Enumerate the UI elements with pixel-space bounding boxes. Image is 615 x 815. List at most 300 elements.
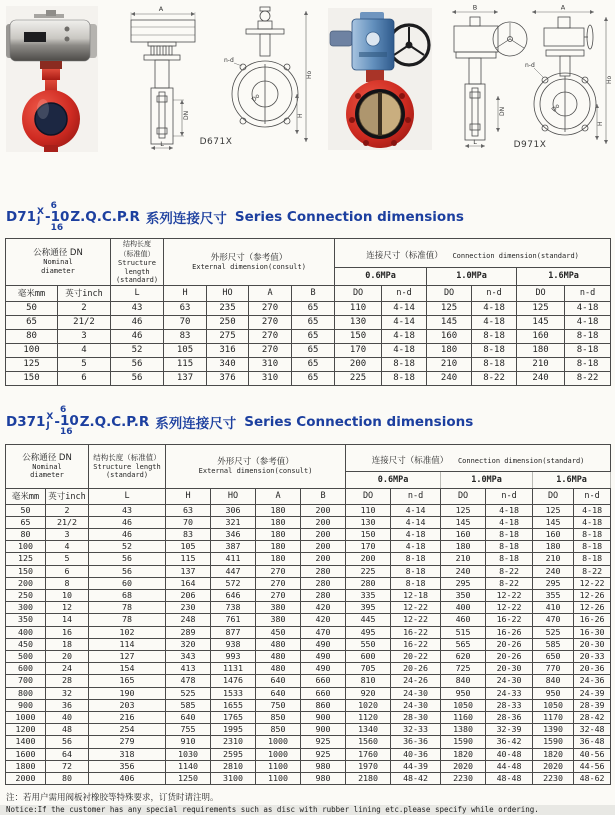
connection-dimension-zh: 连接尺寸（标准值） [366, 251, 443, 262]
table-cell: 2595 [211, 748, 256, 760]
table-cell: 65 [292, 371, 335, 385]
table-cell: 1250 [166, 772, 211, 784]
table-cell: 125 [517, 301, 565, 315]
table-row [6, 724, 611, 736]
external-dimension-en: External dimension(consult) [192, 262, 306, 271]
table-cell: 4-18 [391, 541, 441, 553]
table-cell: 127 [89, 650, 166, 662]
table-cell: 900 [6, 699, 46, 711]
table-cell: 4-18 [574, 504, 611, 516]
unit-do: DO [533, 488, 574, 504]
table-cell: 240 [427, 371, 472, 385]
table-cell: 248 [166, 614, 211, 626]
table-cell: 21/2 [58, 315, 111, 329]
table-cell: 8-18 [382, 371, 427, 385]
table-cell: 1100 [256, 772, 301, 784]
table-cell: 1476 [211, 675, 256, 687]
table-cell: 525 [166, 687, 211, 699]
nominal-diameter-zh: 公称通径 DN [22, 452, 72, 463]
table-cell: 1030 [166, 748, 211, 760]
table-cell: 350 [6, 614, 46, 626]
table-cell: 105 [164, 343, 207, 357]
table-cell: 300 [6, 602, 46, 614]
table-cell: 203 [89, 699, 166, 711]
table-cell: 550 [346, 638, 391, 650]
table-cell: 250 [6, 589, 46, 601]
table-cell: 24-36 [574, 675, 611, 687]
unit-nd: n-d [472, 285, 517, 301]
table-cell: 56 [89, 553, 166, 565]
table-cell: 210 [517, 357, 565, 371]
table-cell: 4-18 [486, 504, 533, 516]
table-cell: 110 [346, 504, 391, 516]
table-cell: 200 [335, 357, 382, 371]
table-cell: 2000 [6, 772, 46, 784]
table-cell: 216 [89, 711, 166, 723]
table-cell: 1200 [6, 724, 46, 736]
pressure-16mpa: 1.6MPa [533, 471, 611, 488]
table-cell: 160 [441, 528, 486, 540]
table-cell: 495 [346, 626, 391, 638]
table-cell: 137 [166, 565, 211, 577]
series-code: Z.Q.C.P.R [79, 413, 150, 430]
table-cell: 770 [533, 663, 574, 675]
table-cell: 295 [533, 577, 574, 589]
table-row [6, 504, 611, 516]
table-cell: 490 [301, 663, 346, 675]
col-external-dimension [166, 444, 346, 488]
structure-length-en2: (standard) [115, 276, 159, 284]
col-structure-length [111, 239, 164, 286]
table-row [6, 614, 611, 626]
pressure-10mpa: 1.0MPa [427, 267, 517, 285]
nominal-diameter-en1: Nominal [32, 462, 62, 471]
unit-b: B [292, 285, 335, 301]
table-cell: 1600 [6, 748, 46, 760]
table-cell: 180 [256, 528, 301, 540]
d671x-caption: D671X [199, 137, 233, 147]
table-cell: 1400 [6, 736, 46, 748]
table-cell: 43 [89, 504, 166, 516]
table-row [6, 602, 611, 614]
table-cell: 320 [166, 638, 211, 650]
table-cell: 1995 [211, 724, 256, 736]
table-cell: 480 [256, 650, 301, 662]
table-cell: 48-62 [574, 772, 611, 784]
table-cell: 130 [346, 516, 391, 528]
table-row [6, 589, 611, 601]
table-cell: 1590 [441, 736, 486, 748]
table-cell: 490 [301, 650, 346, 662]
table-cell: 1970 [346, 760, 391, 772]
table-row [6, 516, 611, 528]
pressure-top: 6 [50, 200, 57, 211]
table-row [6, 638, 611, 650]
table-cell: 1050 [533, 699, 574, 711]
table-cell: 16-26 [574, 614, 611, 626]
unit-ho: HO [211, 488, 256, 504]
table-cell: 950 [441, 687, 486, 699]
table-row [6, 711, 611, 723]
table-cell: 8-18 [486, 553, 533, 565]
table-cell: 24-33 [486, 687, 533, 699]
table-cell: 8 [46, 577, 89, 589]
table-cell: 1390 [533, 724, 574, 736]
table-cell: 295 [441, 577, 486, 589]
col-connection-dimension [335, 239, 611, 268]
unit-b: B [301, 488, 346, 504]
table-cell: 279 [89, 736, 166, 748]
table-cell: 56 [111, 371, 164, 385]
table-cell: 380 [256, 602, 301, 614]
table-row [6, 565, 611, 577]
series-title-en: Series Connection dimensions [234, 209, 464, 225]
table-cell: 860 [301, 699, 346, 711]
table-cell: 65 [292, 329, 335, 343]
table-cell: 800 [6, 687, 46, 699]
table-cell: 343 [166, 650, 211, 662]
table-cell: 240 [517, 371, 565, 385]
table-cell: 2020 [441, 760, 486, 772]
table-cell: 840 [533, 675, 574, 687]
table-cell: 1131 [211, 663, 256, 675]
table-cell: 350 [441, 589, 486, 601]
table-cell: 114 [89, 638, 166, 650]
col-external-dimension [164, 239, 335, 286]
table-cell: 40 [46, 711, 89, 723]
table-cell: 270 [256, 565, 301, 577]
table-cell: 200 [301, 528, 346, 540]
table-cell: 1340 [346, 724, 391, 736]
table-cell: 761 [211, 614, 256, 626]
table-cell: 1050 [441, 699, 486, 711]
table-cell: 1160 [441, 711, 486, 723]
unit-nd: n-d [565, 285, 611, 301]
pressure-bottom: 16 [59, 427, 73, 437]
table-cell: 376 [207, 371, 249, 385]
variant-top: X [37, 207, 44, 217]
structure-length-zh: 结构长度 [93, 452, 124, 462]
table-cell: 125 [6, 553, 46, 565]
table-cell: 225 [346, 565, 391, 577]
table-cell: 52 [111, 343, 164, 357]
table-cell: 12-26 [574, 589, 611, 601]
table-cell: 125 [441, 504, 486, 516]
table-cell: 36 [46, 699, 89, 711]
table-cell: 160 [533, 528, 574, 540]
table-cell: 355 [533, 589, 574, 601]
table-cell: 115 [164, 357, 207, 371]
table-cell: 150 [335, 329, 382, 343]
table-cell: 20-30 [486, 663, 533, 675]
table-cell: 65 [292, 343, 335, 357]
table-cell: 145 [533, 516, 574, 528]
table-cell: 280 [301, 577, 346, 589]
table-cell: 1655 [211, 699, 256, 711]
table-cell: 525 [533, 626, 574, 638]
table-cell: 20-26 [391, 663, 441, 675]
d371-table-body [6, 504, 611, 785]
table-cell: 447 [211, 565, 256, 577]
table-cell: 20-26 [486, 650, 533, 662]
unit-do: DO [346, 488, 391, 504]
table-row [6, 577, 611, 589]
table-cell: 2180 [346, 772, 391, 784]
table-row [6, 371, 611, 385]
table-cell: 83 [164, 329, 207, 343]
nominal-diameter-en2: diameter [41, 266, 75, 275]
table-cell: 240 [441, 565, 486, 577]
table-cell: 8-22 [486, 577, 533, 589]
table-cell: 480 [256, 663, 301, 675]
table-cell: 24-39 [574, 687, 611, 699]
table-row [6, 663, 611, 675]
table-cell: 65 [292, 315, 335, 329]
table-cell: 335 [346, 589, 391, 601]
table-cell: 180 [533, 541, 574, 553]
unit-mm: 毫米mm [6, 488, 46, 504]
table-cell: 32-33 [391, 724, 441, 736]
table-cell: 8-18 [565, 343, 611, 357]
table-cell: 850 [256, 724, 301, 736]
table-cell: 145 [441, 516, 486, 528]
col-nominal-diameter [6, 239, 111, 286]
table-cell: 200 [346, 553, 391, 565]
table-row [6, 772, 611, 784]
table-cell: 24 [46, 663, 89, 675]
dim-label-ho: Ho [306, 70, 313, 79]
table-cell: 938 [211, 638, 256, 650]
table-cell: 46 [89, 516, 166, 528]
table-cell: 110 [335, 301, 382, 315]
table-row [6, 748, 611, 760]
table-cell: 660 [301, 687, 346, 699]
table-row [6, 675, 611, 687]
table-cell: 4-14 [391, 504, 441, 516]
table-cell: 180 [517, 343, 565, 357]
table-cell: 180 [427, 343, 472, 357]
table-cell: 200 [6, 577, 46, 589]
table-cell: 8-18 [565, 329, 611, 343]
table-cell: 44-48 [486, 760, 533, 772]
note-en: Notice:If the customer has any special requirements such as disc with rubber lining etc.please specify while ordering. [6, 805, 539, 815]
series-title-zh: 系列连接尺寸 [145, 211, 227, 227]
table-cell: 46 [111, 315, 164, 329]
table-cell: 20 [46, 650, 89, 662]
dim-label-dn: DN [183, 110, 190, 120]
table-cell: 64 [46, 748, 89, 760]
table-cell: 480 [256, 638, 301, 650]
table-cell: 65 [292, 301, 335, 315]
table-cell: 387 [211, 541, 256, 553]
table-cell: 4-18 [574, 516, 611, 528]
dim-label-a: A [158, 5, 164, 13]
table-cell: 48-48 [486, 772, 533, 784]
table-cell: 78 [89, 602, 166, 614]
table-cell: 900 [301, 724, 346, 736]
dim-label-b: B [472, 3, 478, 12]
unit-nd: n-d [391, 488, 441, 504]
table-cell: 12 [46, 602, 89, 614]
table-cell: 200 [301, 553, 346, 565]
table-cell: 115 [166, 553, 211, 565]
table-cell: 877 [211, 626, 256, 638]
table-cell: 12-22 [486, 589, 533, 601]
unit-mm: 毫米mm [6, 285, 58, 301]
table-cell: 280 [346, 577, 391, 589]
table-cell: 445 [346, 614, 391, 626]
table-cell: 4-18 [486, 516, 533, 528]
table-cell: 210 [441, 553, 486, 565]
table-cell: 310 [249, 357, 292, 371]
model-code: D371 [6, 413, 46, 430]
table-cell: 10 [46, 589, 89, 601]
table-cell: 2 [46, 504, 89, 516]
table-cell: 36-42 [486, 736, 533, 748]
table-cell: 150 [346, 528, 391, 540]
table-cell: 125 [427, 301, 472, 315]
table-cell: 1533 [211, 687, 256, 699]
table-cell: 600 [346, 650, 391, 662]
unit-do: DO [427, 285, 472, 301]
col-connection-dimension [346, 444, 611, 471]
model-code: D71 [6, 209, 36, 225]
table-row [6, 528, 611, 540]
table-cell: 150 [6, 371, 58, 385]
table-cell: 410 [533, 602, 574, 614]
table-cell: 646 [211, 589, 256, 601]
table-cell: 270 [256, 589, 301, 601]
table-cell: 450 [6, 638, 46, 650]
table-cell: 6 [46, 565, 89, 577]
table-cell: 200 [301, 504, 346, 516]
table-cell: 16-22 [486, 614, 533, 626]
table-cell: 24-30 [391, 699, 441, 711]
table-cell: 8-18 [391, 553, 441, 565]
table-cell: 8-18 [391, 565, 441, 577]
variant-top: X [46, 411, 54, 422]
table-cell: 70 [164, 315, 207, 329]
table-row [6, 541, 611, 553]
table-cell: 44-56 [574, 760, 611, 772]
table-cell: 4-18 [472, 315, 517, 329]
table-cell: 145 [517, 315, 565, 329]
table-cell: 270 [249, 343, 292, 357]
table-cell: 8-18 [472, 329, 517, 343]
table-cell: 48 [46, 724, 89, 736]
table-cell: 72 [46, 760, 89, 772]
table-cell: 310 [249, 371, 292, 385]
table-row [6, 343, 611, 357]
series-title-d371 [6, 386, 615, 444]
table-cell: 20-30 [574, 638, 611, 650]
table-cell: 83 [166, 528, 211, 540]
table-cell: 980 [301, 772, 346, 784]
table-cell: 56 [46, 736, 89, 748]
table-cell: 705 [346, 663, 391, 675]
series-title-d71 [6, 162, 615, 238]
table-cell: 8-18 [574, 528, 611, 540]
table-cell: 8-22 [565, 371, 611, 385]
connection-dimension-en: Connection dimension(standard) [457, 457, 585, 465]
table-cell: 170 [335, 343, 382, 357]
table-cell: 164 [166, 577, 211, 589]
table-cell: 1120 [346, 711, 391, 723]
table-cell: 65 [292, 357, 335, 371]
table-cell: 32-48 [574, 724, 611, 736]
unit-a: A [249, 285, 292, 301]
table-cell: 640 [166, 711, 211, 723]
note-zh: 注：若用户需用阀板衬橡胶等特殊要求，订货时请注明。 [6, 793, 219, 804]
table-cell: 206 [166, 589, 211, 601]
table-cell: 125 [6, 357, 58, 371]
table-cell: 180 [256, 504, 301, 516]
table-cell: 63 [166, 504, 211, 516]
table-cell: 20-22 [391, 650, 441, 662]
table-cell: 8-18 [391, 577, 441, 589]
table-cell: 380 [256, 614, 301, 626]
table-cell: 12-22 [391, 602, 441, 614]
table-cell: 145 [427, 315, 472, 329]
unit-do: DO [335, 285, 382, 301]
table-cell: 725 [441, 663, 486, 675]
table-cell: 490 [301, 638, 346, 650]
table-cell: 925 [301, 736, 346, 748]
table-cell: 925 [301, 748, 346, 760]
d371-dimension-table [5, 444, 611, 786]
table-cell: 254 [89, 724, 166, 736]
table-cell: 4 [58, 343, 111, 357]
table-cell: 44-39 [391, 760, 441, 772]
table-cell: 210 [427, 357, 472, 371]
table-cell: 620 [441, 650, 486, 662]
table-cell: 8-18 [565, 357, 611, 371]
table-row [6, 760, 611, 772]
table-cell: 810 [346, 675, 391, 687]
table-cell: 411 [211, 553, 256, 565]
table-cell: 1000 [6, 711, 46, 723]
pneumatic-valve-photo [6, 6, 98, 152]
table-cell: 28-39 [574, 699, 611, 711]
dim-label-do: Do [550, 102, 562, 114]
table-cell: 8-18 [486, 528, 533, 540]
table-cell: 4-18 [472, 301, 517, 315]
table-cell: 40-48 [486, 748, 533, 760]
table-row [6, 650, 611, 662]
table-cell: 78 [89, 614, 166, 626]
table-cell: 3 [58, 329, 111, 343]
table-cell: 180 [441, 541, 486, 553]
table-cell: 28-33 [486, 699, 533, 711]
table-cell: 1765 [211, 711, 256, 723]
table-cell: 8-18 [472, 343, 517, 357]
table-cell: 12-18 [391, 589, 441, 601]
table-cell: 395 [346, 602, 391, 614]
table-cell: 28-36 [486, 711, 533, 723]
table-cell: 450 [256, 626, 301, 638]
dim-label-dn: DN [499, 106, 506, 116]
table-cell: 46 [111, 329, 164, 343]
table-cell: 28 [46, 675, 89, 687]
table-cell: 1820 [441, 748, 486, 760]
pressure-mid: 10 [50, 208, 70, 225]
table-cell: 8-18 [574, 553, 611, 565]
table-cell: 572 [211, 577, 256, 589]
table-cell: 4-18 [382, 343, 427, 357]
table-cell: 46 [89, 528, 166, 540]
table-cell: 280 [301, 589, 346, 601]
table-row [6, 699, 611, 711]
